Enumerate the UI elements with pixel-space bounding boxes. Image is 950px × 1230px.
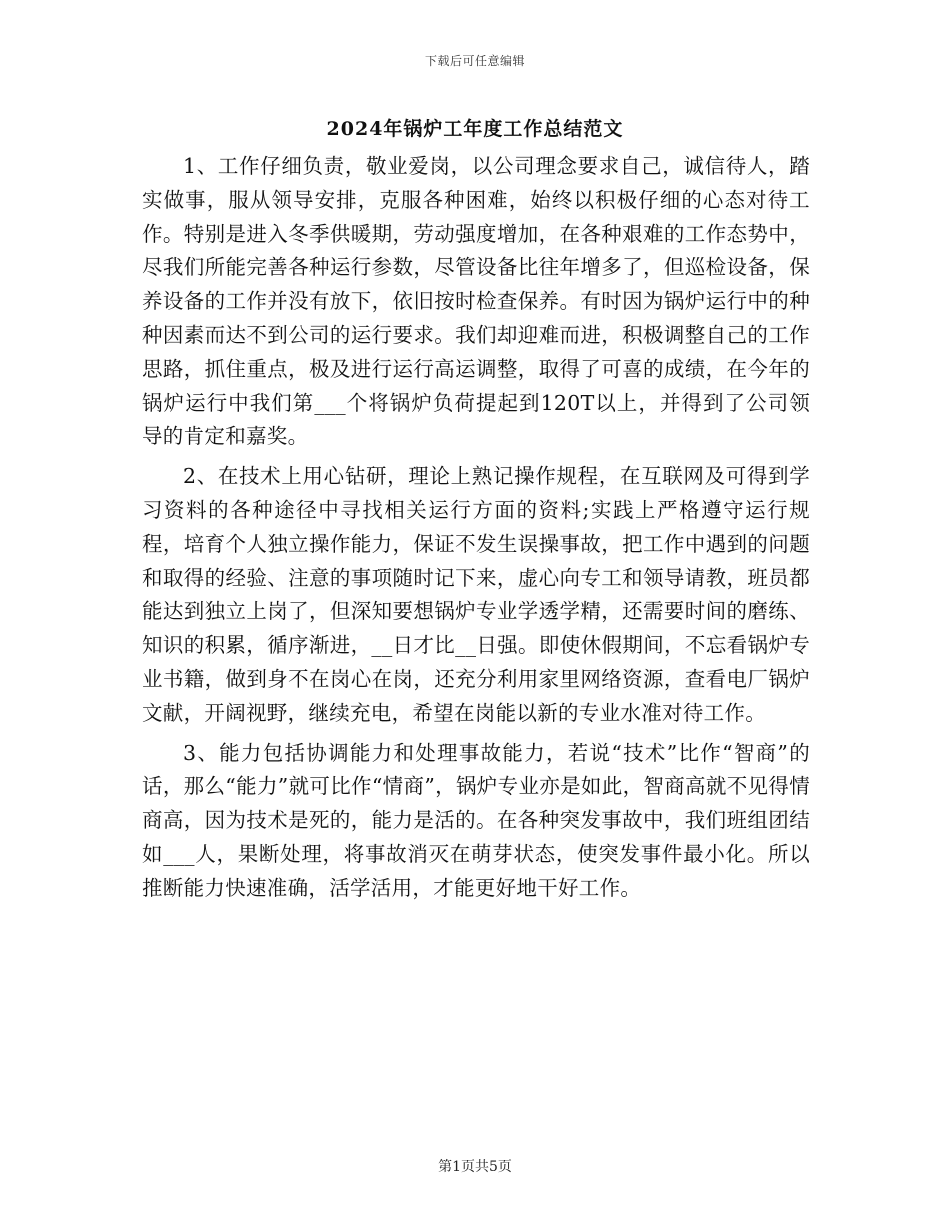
page-number: 第1页共5页 [438,1159,512,1175]
document-body [142,150,810,906]
paragraph-2: 2、在技术上用心钻研，理论上熟记操作规程，在互联网及可得到学习资料的各种途径中寻找相关运行方面的资料;实践上严格遵守运行规程，培育个人独立操作能力，保证不发生误操事故，把工作中遇到的问题和取得的经验、注意的事项随时记下来，虚心向专工和领导请教，班员都能达到独立上岗了，但深知要想锅炉专业学透学精，还需要时间的磨练、知识的积累，循序渐进，__日才比__日强。即使休假期间，不忘看锅炉专业书籍，做到身不在岗心在岗，还充分利用家里网络资源，查看电厂锅炉文献，开阔视野，继续充电，希望在岗能以新的专业水准对待工作。 [142,464,810,725]
document-title: 2024年锅炉工年度工作总结范文 [326,118,624,140]
paragraph-1: 1、工作仔细负责，敬业爱岗，以公司理念要求自己，诚信待人，踏实做事，服从领导安排，克服各种困难，始终以积极仔细的心态对待工作。特别是进入冬季供暖期，劳动强度增加，在各种艰难的工作态势中，尽我们所能完善各种运行参数，尽管设备比往年增多了，但巡检设备，保养设备的工作并没有放下，依旧按时检查保养。有时因为锅炉运行中的种种因素而达不到公司的运行要求。我们却迎难而进，积极调整自己的工作思路，抓住重点，极及进行运行高运调整，取得了可喜的成绩，在今年的锅炉运行中我们第___个将锅炉负荷提起到120T以上，并得到了公司领导的肯定和嘉奖。 [142,154,810,449]
paragraph-3: 3、能力包括协调能力和处理事故能力，若说“技术”比作“智商”的话，那么“能力”就可比作“情商”，锅炉专业亦是如此，智商高就不见得情商高，因为技术是死的，能力是活的。在各种突发事故中，我们班组团结如___人，果断处理，将事故消灭在萌芽状态，使突发事件最小化。所以推断能力快速准确，活学活用，才能更好地干好工作。 [142,740,810,900]
header-note: 下载后可任意编辑 [424,54,525,68]
